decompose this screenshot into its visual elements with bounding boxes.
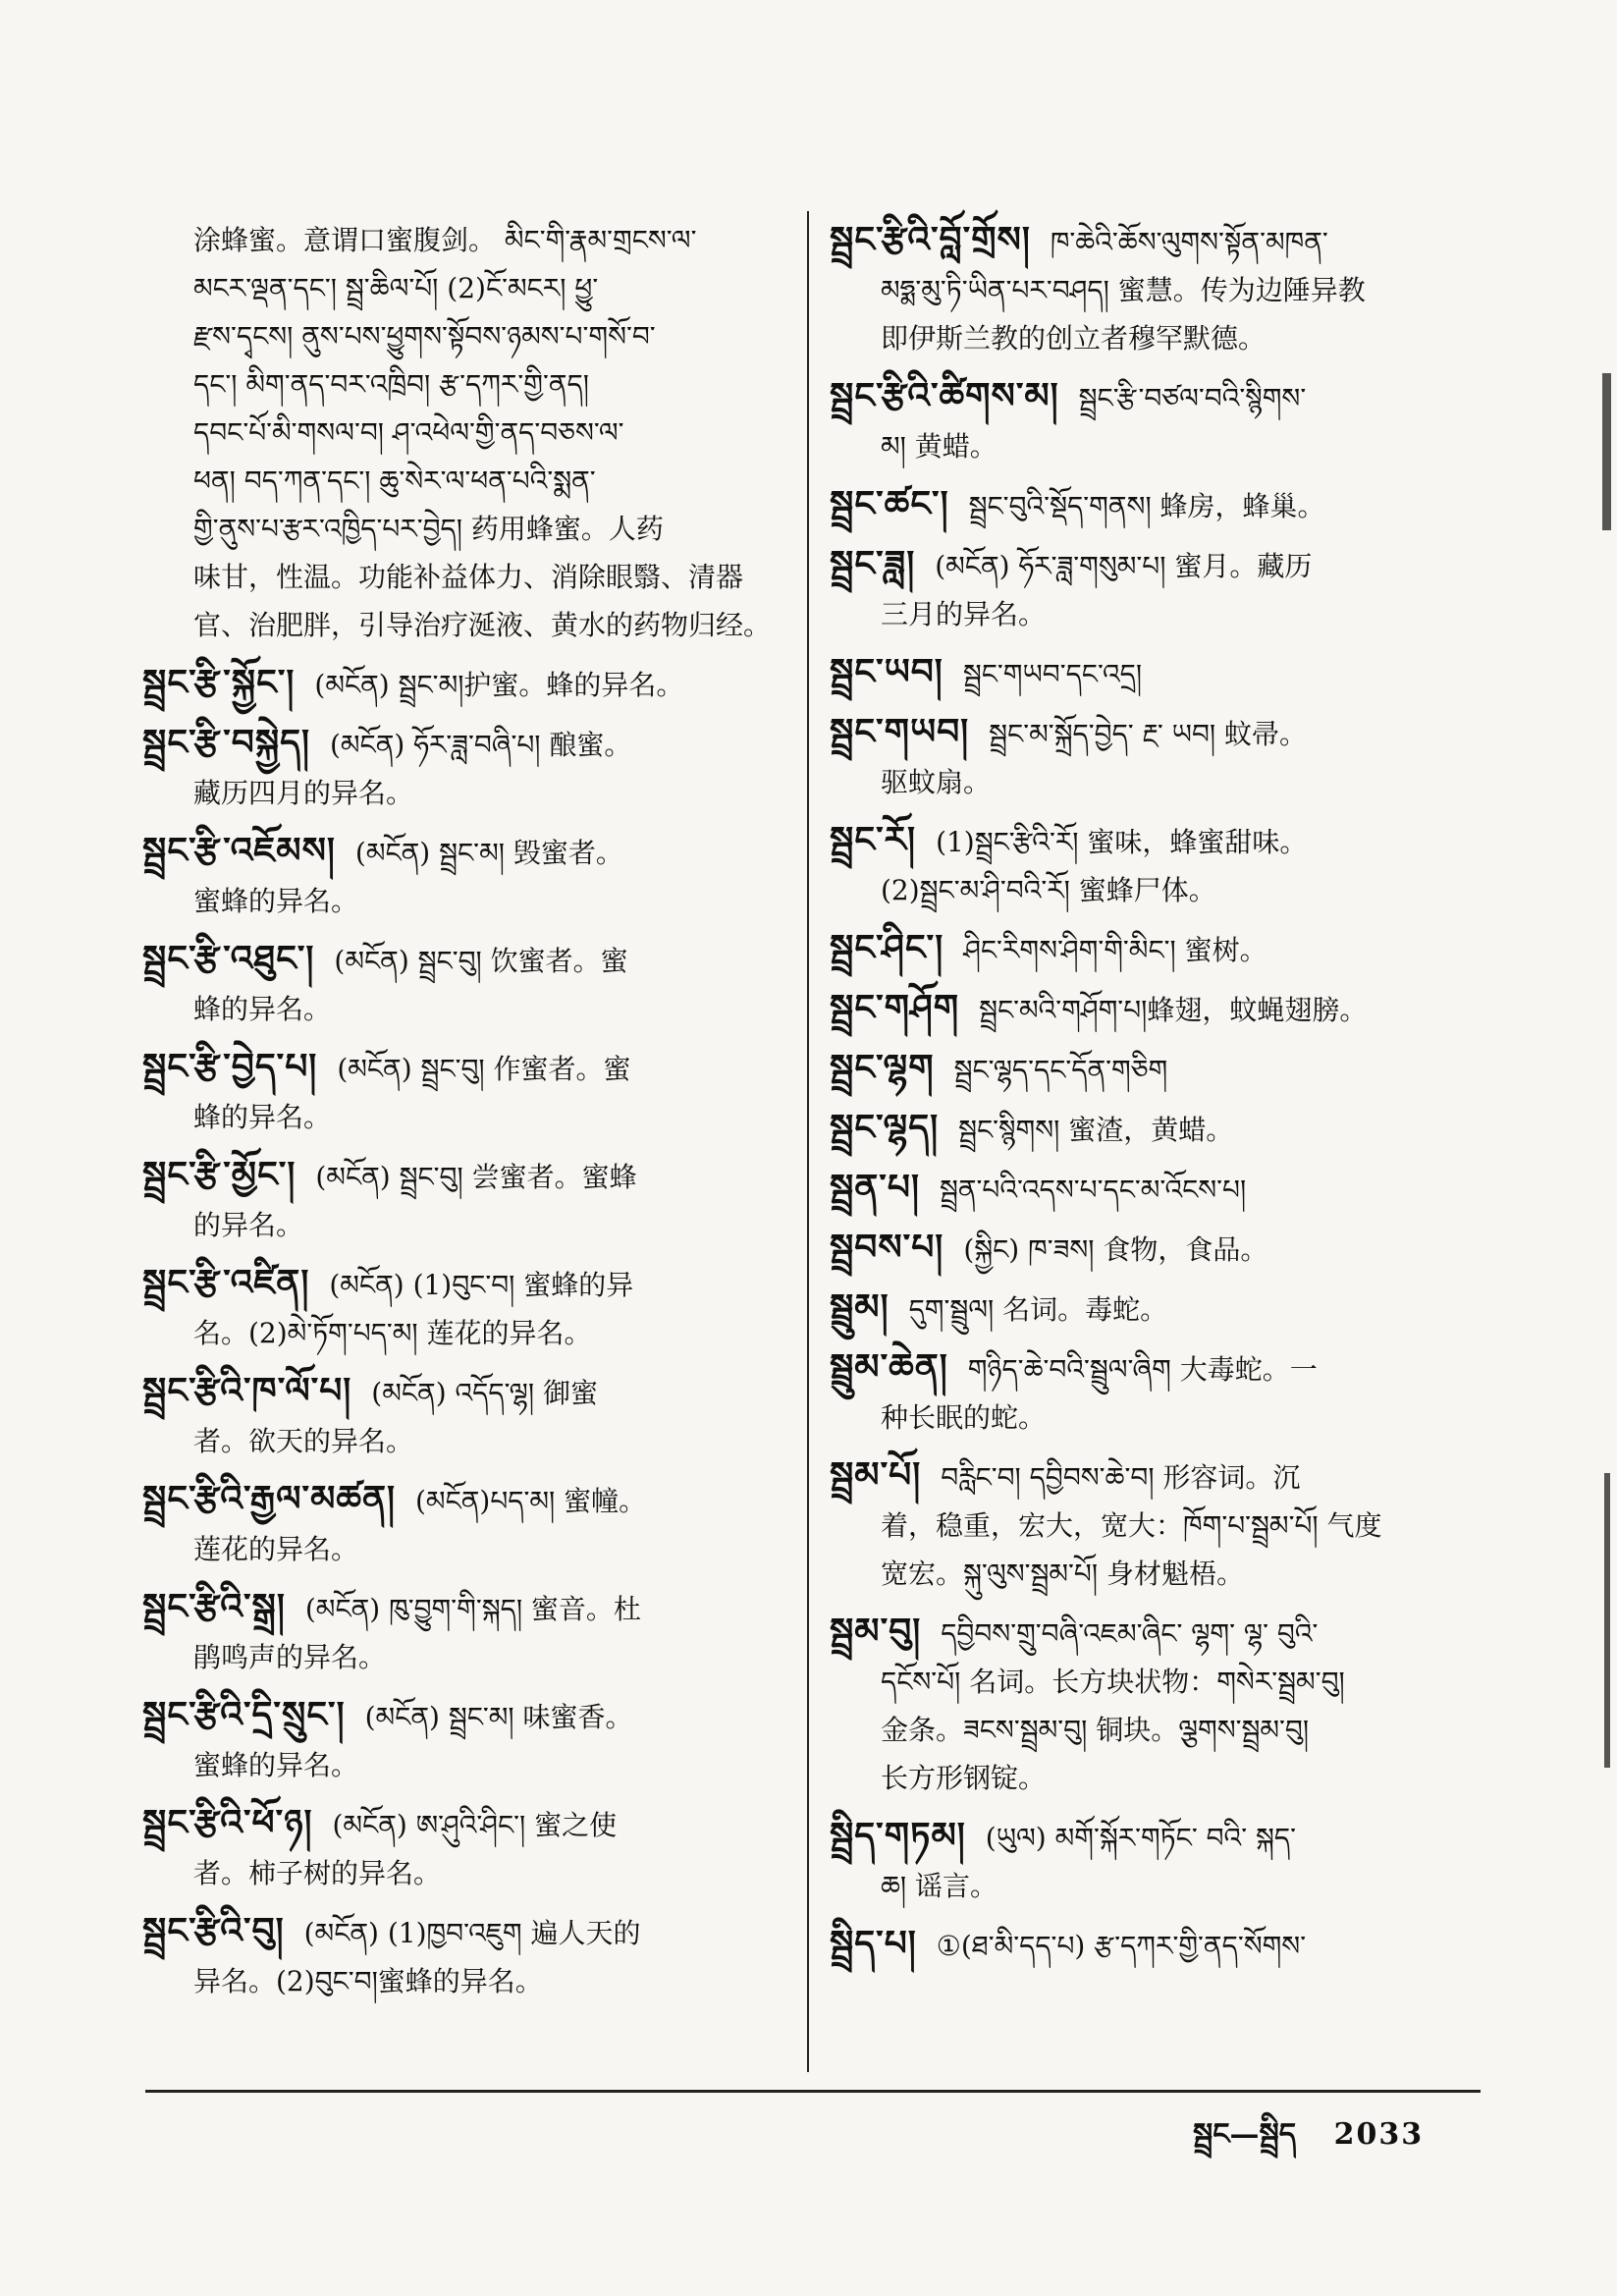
definition-line: (1)སྦྲང་རྩིའི་རོ། 蜜味，蜂蜜甜味。	[936, 826, 1308, 858]
dictionary-entry	[830, 1451, 1468, 1598]
headword: སྦྲང་ཚང་།	[830, 483, 949, 524]
definition-line: 藏历四月的异名。	[193, 777, 414, 809]
headword: སྦྲང་རྩིའི་བུ།	[142, 1910, 285, 1951]
headword: སྦྲང་རྩིའི་ཚིགས་མ།	[830, 375, 1059, 416]
definition-line: སྦྲན་པའི་འདས་པ་དང་མ་འོངས་པ།	[939, 1174, 1247, 1206]
definition-line: (མངོན)པད་མ། 蜜幢。	[414, 1485, 647, 1517]
dictionary-entry	[142, 1691, 781, 1789]
definition-line: 蜜蜂的异名。	[193, 1749, 359, 1781]
page-footer	[1193, 2102, 1424, 2184]
headword: སྦྲམ་པོ།	[830, 1454, 922, 1496]
definition-line: དབང་པོ་མི་གསལ་བ། ཤ་འཕེལ་གྱི་ནད་བཅས་ལ་	[193, 416, 624, 449]
headword: སྦྲང་ལྷད།	[830, 1107, 940, 1148]
dictionary-entry	[830, 648, 1468, 698]
dictionary-entry	[830, 1284, 1468, 1334]
definition-line: 莲花的异名。	[193, 1533, 359, 1565]
definition-line: 异名。(2)བུང་བ།蜜蜂的异名。	[193, 1965, 543, 1997]
definition-line: (མངོན) ཨ་ཤུའི་ཤིང་། 蜜之使	[332, 1809, 618, 1841]
left-column	[142, 216, 781, 2015]
dictionary-entry	[142, 1907, 781, 2005]
definition-line: སྦྲང་མ་སྐྲོད་བྱེད་ རྔ་ ཡབ། 蚊帚。	[989, 718, 1308, 750]
definition-line: (2)སྦྲང་མ་ཤི་བའི་རོ། 蜜蜂尸体。	[881, 874, 1216, 906]
definition-line: སྦྲང་རྩི་བཙལ་བའི་སྙིགས་	[1078, 382, 1307, 414]
column-divider	[807, 211, 809, 2072]
headword: སྦྲང་རོ།	[830, 819, 917, 860]
definition-line: (མངོན) (1)ཁྱབ་འཇུག 遍人天的	[303, 1917, 641, 1949]
definition-line: 三月的异名。	[881, 598, 1047, 630]
definition-line: ཤིང་རིགས་ཤིག་གི་མིང་། 蜜树。	[963, 934, 1267, 966]
dictionary-entry	[830, 1164, 1468, 1214]
dictionary-entry	[830, 984, 1468, 1034]
definition-line: མངར་ལྡན་དང་། སྦྲ་ཆིལ་པོ། (2)ངོ་མངར། ཕྱུ་	[193, 272, 599, 304]
dictionary-entry	[830, 1343, 1468, 1442]
definition-line: སྦྲང་མའི་གཤོག་པ།蜂翅，蚊蝇翅膀。	[979, 994, 1368, 1026]
definition-line: དུག་སྦྲུལ། 名词。毒蛇。	[908, 1293, 1168, 1326]
headword: སྦྲང་རྩི་བསྐྱེད།	[142, 722, 310, 763]
headword: སྦྲང་རྩི་མྱོང་།	[142, 1154, 296, 1195]
definition-line: 驱蚊扇。	[881, 766, 992, 798]
headword: སྦྲང་རྩིའི་ཁ་ལོ་པ།	[142, 1370, 352, 1411]
definition-line: (མངོན) ཧོར་ཟླ་གསུམ་པ། 蜜月。藏历	[935, 550, 1313, 582]
definition-line: (མངོན) འདོད་ལྷ། 御蜜	[371, 1377, 598, 1409]
headword: སྦྲང་ཡབ།	[830, 651, 943, 692]
definition-line: 味甘，性温。功能补益体力、消除眼翳、清器	[193, 561, 744, 593]
definition-line: (མངོན) སྦྲང་མ། 毁蜜者。	[354, 837, 623, 869]
definition-line: སྦྲང་སྙིགས། 蜜渣，黄蜡。	[958, 1114, 1234, 1146]
headword: སྦྲུམ།	[830, 1286, 889, 1328]
definition-line: ཆ། 谣言。	[881, 1870, 998, 1902]
definition-line: 名。(2)མེ་ཏོག་པད་མ། 莲花的异名。	[193, 1317, 592, 1349]
definition-line: མཧྨ་མུ་ཏི་ཡིན་པར་བཤད། 蜜慧。传为边陲异教	[881, 274, 1366, 306]
headword: སྦྲན་པ།	[830, 1167, 920, 1208]
definition-line: 蜜蜂的异名。	[193, 885, 359, 917]
headword: སྦྲང་གཤོག	[830, 987, 960, 1028]
dictionary-entry	[830, 816, 1468, 914]
definition-line: 着，稳重，宏大，宽大：ཁོག་པ་སྦྲམ་པོ། 气度	[881, 1509, 1382, 1542]
dictionary-entry	[142, 827, 781, 925]
definition-line: (མངོན) སྦྲང་བུ། 饮蜜者。蜜	[334, 945, 628, 977]
dictionary-entry	[830, 540, 1468, 638]
definition-line: སྦྲང་ལྷད་དང་དོན་གཅིག	[953, 1054, 1168, 1086]
headword: སྦྲང་ཟླ།	[830, 543, 916, 584]
headword: སྦྲུམ་ཆེན།	[830, 1346, 948, 1388]
definition-line: བརླིང་བ། དབྱིབས་ཆེ་བ། 形容词。沉	[941, 1461, 1301, 1494]
dictionary-entry	[830, 1920, 1468, 1970]
definition-line: གྱི་ནུས་པ་རྩར་འཁྱིད་པར་བྱེད། 药用蜂蜜。人药	[193, 513, 664, 545]
dictionary-entry	[142, 659, 781, 709]
definition-line: དང་། མིག་ནད་བར་འཁྲིབ། རྩ་དཀར་གྱི་ནད།	[193, 368, 589, 401]
dictionary-entry	[142, 719, 781, 817]
definition-line: (མངོན) སྦྲང་མ། 味蜜香。	[364, 1701, 633, 1733]
headword: སྦྲང་རྩི་བྱེད་པ།	[142, 1046, 318, 1087]
footer-range: སྦྲང—སྦྲིད	[1193, 2117, 1297, 2152]
page-number: 2033	[1333, 2117, 1425, 2152]
definition-line: 宽宏。སྐུ་ལུས་སྦྲམ་པོ། 身材魁梧。	[881, 1558, 1244, 1590]
definition-line: 的异名。	[193, 1209, 304, 1241]
dictionary-entry	[142, 935, 781, 1033]
headword: སྦྲབས་པ།	[830, 1227, 944, 1268]
definition-line: (མངོན) སྦྲང་བུ། 作蜜者。蜜	[337, 1053, 631, 1085]
definition-line: 长方形钢锭。	[881, 1762, 1047, 1794]
definition-line: རྫས་དྭངས། ནུས་པས་ཕྱུགས་སྟོབས་ཉམས་པ་གསོ་བ་	[193, 320, 656, 353]
definition-line: (ཡུལ) མགོ་སྐོར་གཏོང་ བའི་ སྐད་	[985, 1822, 1296, 1854]
headword: སྦྲང་རྩིའི་བློ་གྲོས།	[830, 219, 1031, 260]
headword: སྦྲང་གཡབ།	[830, 711, 970, 752]
dictionary-entry	[830, 708, 1468, 806]
definition-line: སྦྲང་གཡབ་དང་འདྲ།	[962, 658, 1143, 690]
headword: སྦྲང་རྩིའི་དྲི་སྲུང་།	[142, 1694, 346, 1735]
dictionary-entry	[830, 1812, 1468, 1910]
headword: སྦྲང་རྩི་སྐྱོང་།	[142, 662, 296, 703]
definition-line: 蜂的异名。	[193, 1101, 332, 1133]
headword: སྦྲང་ལྷག	[830, 1047, 935, 1088]
headword: སྦྲང་རྩི་འཐུང་།	[142, 938, 315, 979]
headword: སྦྲང་རྩི་འཇོམས།	[142, 830, 336, 871]
headword: སྦྲམ་བུ།	[830, 1611, 922, 1652]
definition-line: མ། 黄蜡。	[881, 430, 997, 463]
definition-line: སྦྲང་བུའི་སྡོད་གནས། 蜂房，蜂巢。	[968, 490, 1325, 522]
definition-line: 金条。ཟངས་སྦྲམ་བུ། 铜块。ལྕགས་སྦྲམ་བུ།	[881, 1714, 1310, 1746]
dictionary-entry	[142, 1043, 781, 1141]
dictionary-entry	[830, 924, 1468, 974]
dictionary-entry	[142, 1151, 781, 1249]
dictionary-entry	[142, 1799, 781, 1897]
definition-line: དངོས་པོ། 名词。长方块状物：གསེར་སྦྲམ་བུ།	[881, 1666, 1345, 1698]
edge-mark	[1604, 1473, 1610, 1768]
definition-line: ཕན། བད་ཀན་དང་། ཆུ་སེར་ལ་ཕན་པའི་སྨན་	[193, 465, 596, 497]
definition-line: (མངོན) ཁུ་བྱུག་གི་སྐད། 蜜音。杜	[304, 1593, 641, 1625]
dictionary-entry	[830, 480, 1468, 530]
definition-line: 者。柿子树的异名。	[193, 1857, 442, 1889]
dictionary-entry	[830, 216, 1468, 362]
headword: སྦྲང་ཤིང་།	[830, 927, 944, 968]
footer-rule	[145, 2090, 1481, 2093]
definition-line: 鹃鸣声的异名。	[193, 1641, 387, 1673]
definition-line: 涂蜂蜜。意谓口蜜腹剑。 མིང་གི་རྣམ་གྲངས་ལ་	[193, 224, 697, 256]
edge-mark	[1602, 373, 1611, 530]
definition-line: (མངོན) (1)བུང་བ། 蜜蜂的异	[329, 1269, 634, 1301]
dictionary-entry	[830, 1044, 1468, 1094]
definition-line: (མངོན) སྦྲང་བུ། 尝蜜者。蜜蜂	[315, 1161, 637, 1193]
definition-line: 种长眠的蛇。	[881, 1401, 1047, 1434]
definition-line: 官、治肥胖，引导治疗涎液、黄水的药物归经。	[193, 609, 772, 641]
definition-line: 即伊斯兰教的创立者穆罕默德。	[881, 322, 1267, 355]
definition-line: (སྐྱིང) ཁ་ཟས། 食物，食品。	[963, 1233, 1268, 1266]
dictionary-entry	[830, 372, 1468, 470]
definition-line: (མངོན) ཧོར་ཟླ་བཞི་པ། 酿蜜。	[329, 729, 632, 761]
dictionary-entry	[830, 1104, 1468, 1154]
entry-continuation	[142, 216, 781, 649]
headword: སྦྲང་རྩིའི་རྒྱལ་མཚན།	[142, 1478, 396, 1519]
definition-line: ①(ཐ་མི་དད་པ) རྩ་དཀར་གྱི་ནད་སོགས་	[936, 1930, 1307, 1962]
right-column	[830, 216, 1468, 1980]
definition-line: ཁ་ཆེའི་ཆོས་ལུགས་སྟོན་མཁན་	[1050, 226, 1328, 258]
dictionary-entry	[830, 1608, 1468, 1802]
definition-line: དབྱིབས་གྲུ་བཞི་འཇམ་ཞིང་ ལྷག་ ལྷ་ བུའི་	[941, 1617, 1319, 1650]
headword: སྦྲང་རྩི་འཛིན།	[142, 1262, 310, 1303]
definition-line: 蜂的异名。	[193, 993, 332, 1025]
dictionary-entry	[142, 1367, 781, 1465]
headword: སྦྲང་རྩིའི་ཕོ་ཉ།	[142, 1802, 313, 1843]
headword: སྦྲིད་གཏམ།	[830, 1815, 966, 1856]
definition-line: (མངོན) སྦྲང་མ།护蜜。蜂的异名。	[314, 669, 684, 701]
headword: སྦྲིད་པ།	[830, 1923, 917, 1964]
definition-line: 者。欲天的异名。	[193, 1425, 414, 1457]
dictionary-entry	[142, 1475, 781, 1573]
definition-line: གཉིད་ཆེ་བའི་སྦྲུལ་ཞིག 大毒蛇。一	[967, 1353, 1318, 1386]
dictionary-entry	[142, 1583, 781, 1681]
dictionary-entry	[830, 1224, 1468, 1274]
dictionary-entry	[142, 1259, 781, 1357]
headword: སྦྲང་རྩིའི་སྒྲ།	[142, 1586, 286, 1627]
